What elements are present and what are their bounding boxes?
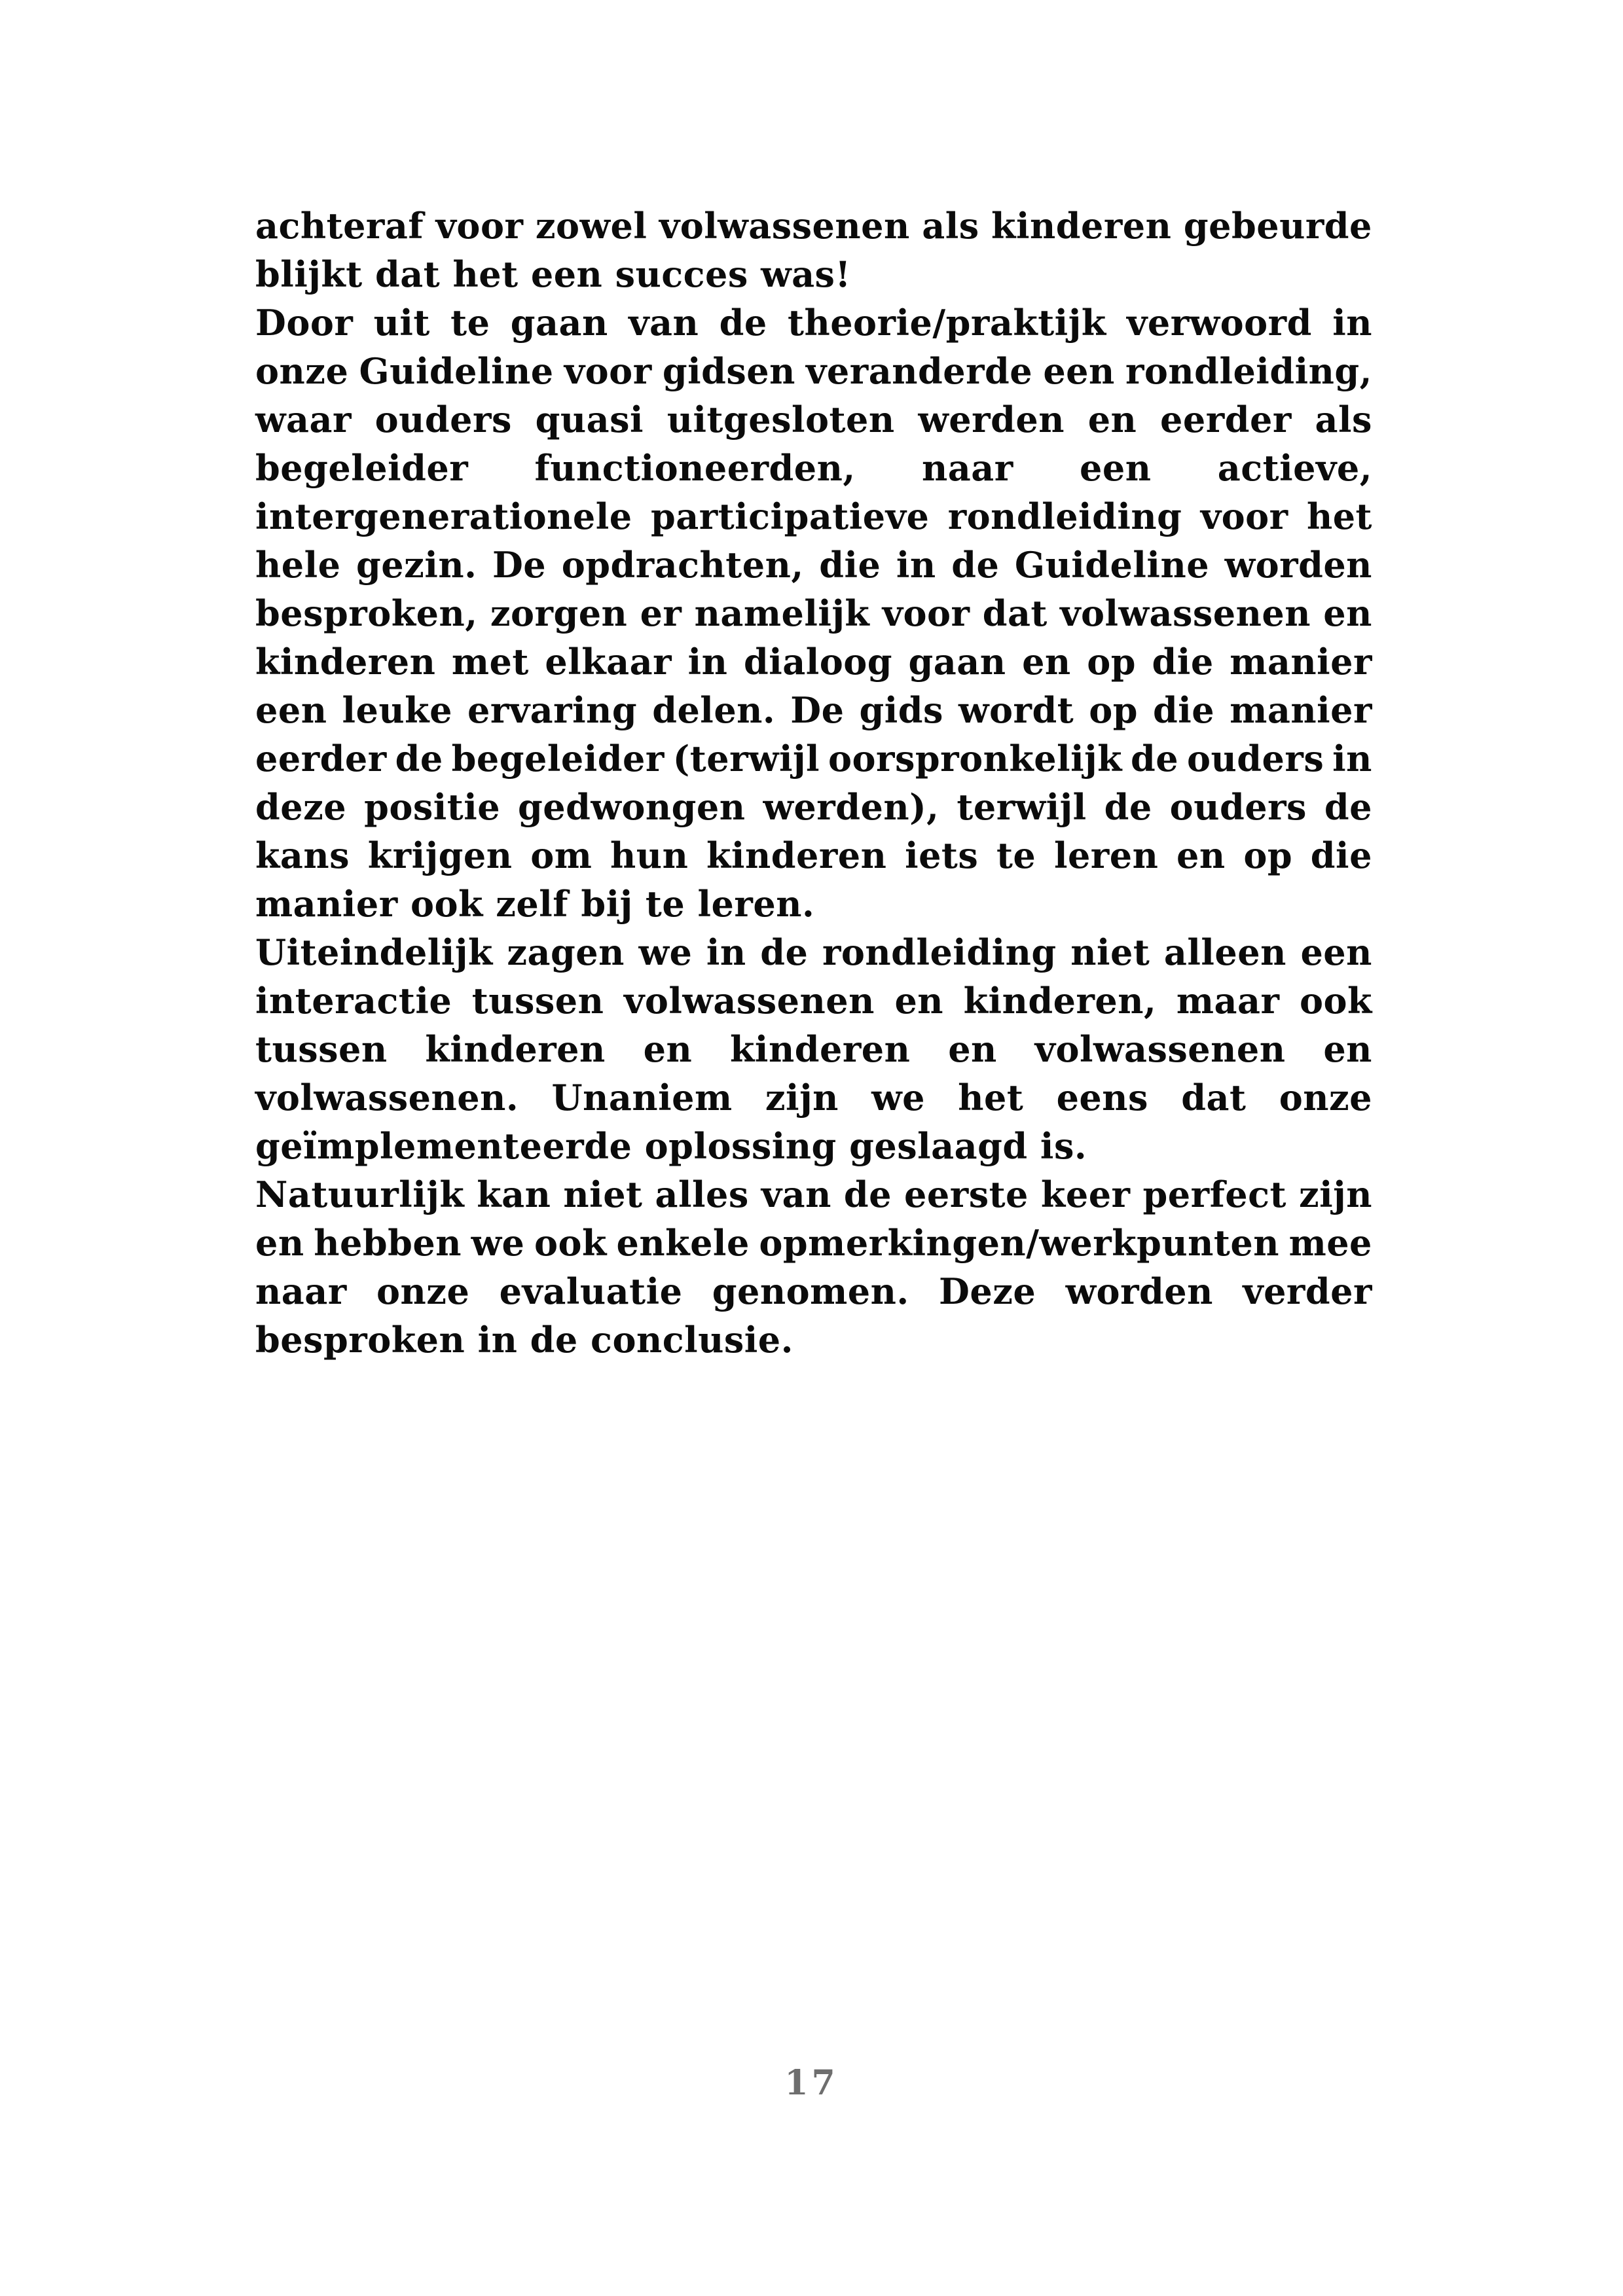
word: oorspronkelijk [828, 738, 1123, 780]
word: zijn [765, 1077, 839, 1119]
text-line [255, 541, 1372, 589]
word: een [1300, 931, 1372, 973]
text-line [255, 347, 1372, 395]
word: voor [1200, 495, 1288, 537]
word: ouders [1187, 738, 1324, 780]
word: delen. [652, 689, 776, 731]
word: werden [918, 399, 1065, 440]
word: en [643, 1028, 693, 1070]
word: die [1152, 641, 1214, 683]
word: onze [1279, 1077, 1372, 1119]
word: een [255, 689, 327, 731]
text-line [255, 734, 1372, 783]
word: werden), [763, 786, 939, 828]
word: kinderen, [963, 980, 1157, 1022]
text-line: geïmplementeerde oplossing geslaagd is. [255, 1125, 1087, 1167]
word: dialoog [743, 641, 893, 683]
text-line [255, 831, 1372, 880]
word: voor [564, 350, 652, 392]
word: en [1323, 592, 1372, 634]
word: in [1332, 302, 1372, 344]
word: onze [255, 350, 349, 392]
word: volwassenen [1060, 592, 1311, 634]
word: deze [255, 786, 347, 828]
word: van [761, 1174, 831, 1215]
text-line [255, 1219, 1372, 1267]
word: gezin. [356, 544, 477, 586]
text-line [255, 444, 1372, 492]
word: zagen [507, 931, 625, 973]
word: als [922, 205, 979, 247]
word: quasi [535, 399, 644, 440]
word: die [1310, 834, 1372, 876]
word: eens [1056, 1077, 1148, 1119]
word: begeleider [255, 447, 469, 489]
word: voor [882, 592, 970, 634]
word: mee [1288, 1222, 1372, 1264]
word: ouders [374, 399, 512, 440]
word: op [1087, 641, 1137, 683]
word: tussen [471, 980, 604, 1022]
text-line [255, 298, 1372, 347]
word: in [896, 544, 936, 586]
word: leuke [342, 689, 452, 731]
word: gidsen [662, 350, 795, 392]
word: Guideline [359, 350, 554, 392]
text-line [255, 1267, 1372, 1316]
text-line [255, 928, 1372, 977]
word: op [1089, 689, 1138, 731]
word: onze [376, 1270, 470, 1312]
text-line: blijkt dat het een succes was! [255, 253, 851, 295]
word: kinderen [255, 641, 436, 683]
word: manier [1230, 641, 1372, 683]
word: er [640, 592, 682, 634]
word: opmerkingen/werkpunten [759, 1222, 1279, 1264]
text-line [255, 395, 1372, 444]
word: kinderen [425, 1028, 606, 1070]
word: leren [1053, 834, 1159, 876]
word: die [819, 544, 881, 586]
word: De [492, 544, 547, 586]
word: verwoord [1126, 302, 1312, 344]
word: en [255, 1222, 304, 1264]
word: uit [373, 302, 430, 344]
word: keer [1040, 1174, 1131, 1215]
word: we [471, 1222, 525, 1264]
word: volwassenen [659, 205, 910, 247]
word: hun [610, 834, 689, 876]
word: Guideline [1014, 544, 1210, 586]
word: intergenerationele [255, 495, 632, 537]
word: enkele [616, 1222, 750, 1264]
word: evaluatie [499, 1270, 683, 1312]
text-line [255, 686, 1372, 734]
word: theorie/praktijk [788, 302, 1106, 344]
word: het [1306, 495, 1372, 537]
word: volwassenen [623, 980, 875, 1022]
word: volwassenen [1034, 1028, 1286, 1070]
word: interactie [255, 980, 452, 1022]
word: naar [922, 447, 1013, 489]
word: niet [1070, 931, 1150, 973]
word: worden [1224, 544, 1372, 586]
word: tussen [255, 1028, 388, 1070]
word: en [1176, 834, 1226, 876]
word: terwijl [957, 786, 1087, 828]
word: maar [1176, 980, 1280, 1022]
word: een [1043, 350, 1115, 392]
text-line [255, 783, 1372, 831]
word: positie [364, 786, 501, 828]
word: de [1104, 786, 1152, 828]
word: in [1332, 738, 1372, 780]
word: uitgesloten [666, 399, 895, 440]
word: de [760, 931, 809, 973]
word: als [1315, 399, 1372, 440]
word: kinderen [991, 205, 1172, 247]
word: hele [255, 544, 341, 586]
text-block [255, 202, 1372, 1364]
word: van [629, 302, 699, 344]
word: dat [982, 592, 1048, 634]
text-line [255, 1170, 1372, 1219]
word: eerder [1160, 399, 1292, 440]
word: en [948, 1028, 997, 1070]
word: het [958, 1077, 1024, 1119]
word: ook [534, 1222, 607, 1264]
word: rondleiding [822, 931, 1057, 973]
word: rondleiding, [1125, 350, 1372, 392]
text-line [255, 1073, 1372, 1122]
word: gebeurde [1183, 205, 1372, 247]
word: op [1243, 834, 1293, 876]
word: verder [1243, 1270, 1372, 1312]
word: gaan [908, 641, 1006, 683]
word: en [1087, 399, 1137, 440]
word: ervaring [467, 689, 638, 731]
word: die [1153, 689, 1215, 731]
word: we [871, 1077, 925, 1119]
word: actieve, [1217, 447, 1372, 489]
word: in [706, 931, 746, 973]
word: dat [1181, 1077, 1247, 1119]
word: een [1080, 447, 1152, 489]
word: kans [255, 834, 350, 876]
text-line [255, 492, 1372, 541]
word: Natuurlijk [255, 1174, 465, 1215]
text-line [255, 977, 1372, 1025]
word: veranderde [806, 350, 1033, 392]
word: te [996, 834, 1036, 876]
word: zijn [1298, 1174, 1372, 1215]
word: de [1130, 738, 1179, 780]
word: naar [255, 1270, 347, 1312]
word: we [638, 931, 693, 973]
word: Door [255, 302, 354, 344]
word: te [450, 302, 490, 344]
word: kan [477, 1174, 551, 1215]
word: Uiteindelijk [255, 931, 493, 973]
word: Unaniem [551, 1077, 733, 1119]
word: participatieve [651, 495, 930, 537]
word: begeleider [451, 738, 665, 780]
word: gedwongen [518, 786, 746, 828]
word: alleen [1163, 931, 1286, 973]
word: wordt [958, 689, 1074, 731]
word: genomen. [712, 1270, 909, 1312]
word: de [951, 544, 1000, 586]
word: De [790, 689, 845, 731]
word: Deze [939, 1270, 1036, 1312]
word: de [719, 302, 767, 344]
word: namelijk [694, 592, 870, 634]
word: perfect [1142, 1174, 1286, 1215]
word: zorgen [490, 592, 628, 634]
word: rondleiding [947, 495, 1182, 537]
word: waar [255, 399, 352, 440]
word: iets [905, 834, 979, 876]
word: en [1022, 641, 1071, 683]
text-line [255, 202, 1372, 250]
word: in [687, 641, 728, 683]
word: alles [655, 1174, 749, 1215]
word: met [451, 641, 529, 683]
text-line [255, 637, 1372, 686]
word: functioneerden, [534, 447, 856, 489]
word: en [894, 980, 944, 1022]
word: manier [1230, 689, 1372, 731]
word: de [843, 1174, 892, 1215]
word: hebben [314, 1222, 462, 1264]
text-line [255, 589, 1372, 637]
word: eerste [904, 1174, 1029, 1215]
word: kinderen [706, 834, 887, 876]
word: kinderen [730, 1028, 911, 1070]
word: achteraf [255, 205, 424, 247]
word: (terwijl [672, 738, 820, 780]
page-number: 17 [784, 2063, 839, 2103]
word: en [1323, 1028, 1372, 1070]
word: eerder [255, 738, 387, 780]
word: worden [1065, 1270, 1213, 1312]
word: gids [859, 689, 943, 731]
word: krijgen [367, 834, 513, 876]
word: de [1324, 786, 1372, 828]
word: om [530, 834, 593, 876]
text-line: manier ook zelf bij te leren. [255, 883, 815, 925]
word: gaan [510, 302, 608, 344]
word: ook [1300, 980, 1372, 1022]
text-line [255, 1025, 1372, 1073]
word: besproken, [255, 592, 478, 634]
word: opdrachten, [561, 544, 804, 586]
word: de [395, 738, 443, 780]
word: zowel [535, 205, 647, 247]
word: voor [435, 205, 524, 247]
word: volwassenen. [255, 1077, 519, 1119]
word: ouders [1169, 786, 1307, 828]
word: niet [563, 1174, 643, 1215]
word: elkaar [545, 641, 672, 683]
text-line: besproken in de conclusie. [255, 1319, 793, 1361]
